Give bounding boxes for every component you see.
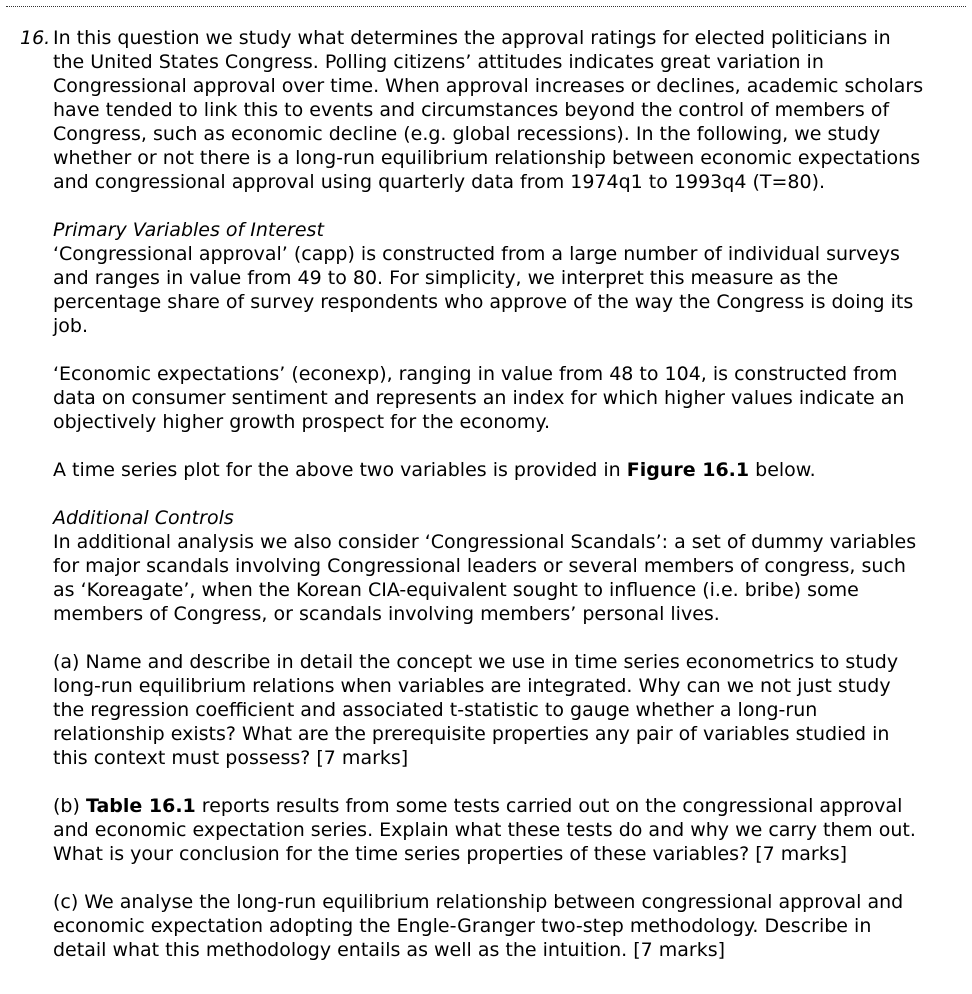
figure-reference: Figure 16.1 [626, 459, 750, 481]
additional-controls-heading: Additional Controls [53, 507, 234, 529]
top-dotted-rule [6, 6, 966, 7]
econexp-paragraph: ‘Economic expectations’ (econexp), ranging in value from 48 to 104, is constructed from data on consumer sentiment and represents an index for which higher values indicate an objectively higher growth prospect for the economy. [53, 363, 905, 433]
part-b-text: reports results from some tests carried out on the congressional approval and economic expectation series. Explain what these tests do and why we carry them out. What is your conclusion for the time series properties of these variables? [7 marks] [53, 795, 916, 865]
primary-variables-heading: Primary Variables of Interest [53, 219, 324, 241]
figure-sentence-after: below. [749, 459, 816, 481]
intro-paragraph: In this question we study what determines the approval ratings for elected politicians in the United States Congress. Polling citizens’ attitudes indicates great variation in Congressional approval over time. When approval increases or declines, academic scholars have tended to link this to events and circumstances beyond the control of members of Congress, such as economic decline (e.g. global recessions). In the following, we study whether or not there is a long-run equilibrium relationship between economic expectations and congressional approval using quarterly data from 1974q1 to 1993q4 (T=80). [53, 27, 924, 193]
question-number: 16. [20, 27, 51, 49]
capp-paragraph: ‘Congressional approval’ (capp) is constructed from a large number of individual surveys and ranges in value from 49 to 80. For simplicity, we interpret this measure as the percentage share of survey respondents who approve of the way the Congress is doing its job. [53, 243, 914, 337]
part-b-label: (b) [53, 795, 86, 817]
question-body [53, 26, 965, 986]
table-reference: Table 16.1 [85, 795, 196, 817]
part-b [53, 794, 965, 866]
part-a: (a) Name and describe in detail the concept we use in time series econometrics to study long-run equilibrium relations when variables are integrated. Why can we not just study the regression coefficient and associated t-statistic to gauge whether a long-run relationship exists? What are the prerequisite properties any pair of variables studied in this context must possess? [7 marks] [53, 651, 899, 769]
figure-sentence-before: A time series plot for the above two variables is provided in [53, 459, 627, 481]
controls-paragraph: In additional analysis we also consider ‘Congressional Scandals’: a set of dummy variables for major scandals involving Congressional leaders or several members of congress, such as ‘Koreagate’, when the Korean CIA-equivalent sought to influence (i.e. bribe) some members of Congress, or scandals involving members’ personal lives. [53, 531, 917, 625]
part-c: (c) We analyse the long-run equilibrium relationship between congressional approval and economic expectation adopting the Engle-Granger two-step methodology. Describe in detail what this methodology entails as well as the intuition. [7 marks] [53, 891, 904, 961]
figure-reference-paragraph [53, 458, 965, 482]
